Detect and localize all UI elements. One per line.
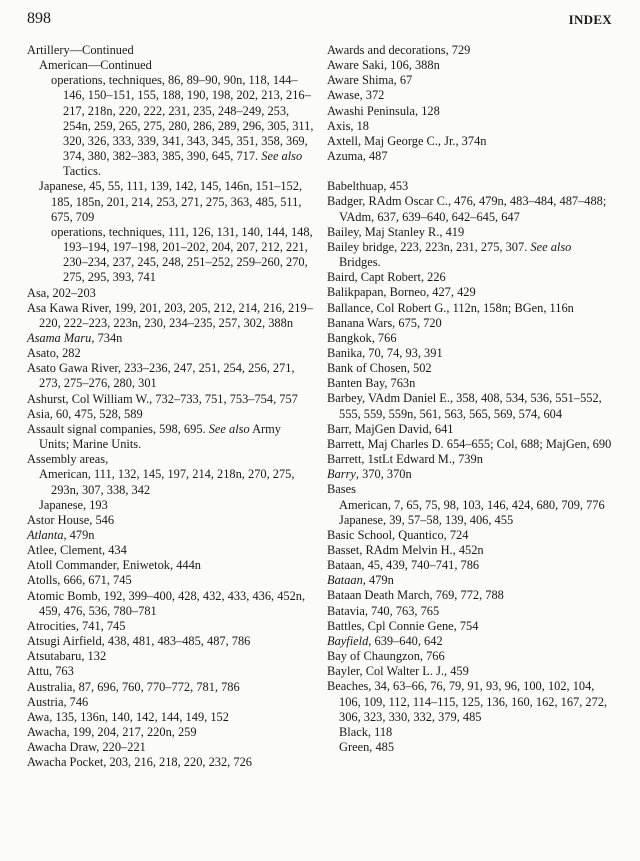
index-entry: Atsugi Airfield, 438, 481, 483–485, 487, 786 bbox=[27, 634, 251, 649]
index-entry: Assembly areas, bbox=[27, 452, 109, 467]
index-entry: Banten Bay, 763n bbox=[327, 376, 416, 391]
index-entry: Ashurst, Col William W., 732–733, 751, 753–754, 757 bbox=[27, 391, 298, 406]
index-entry: Atolls, 666, 671, 745 bbox=[27, 573, 132, 588]
index-entry: Asia, 60, 475, 528, 589 bbox=[27, 406, 143, 421]
index-subentry: Black, 118 bbox=[339, 724, 393, 739]
letter-section-gap bbox=[327, 164, 613, 179]
index-entry: Bailey, Maj Stanley R., 419 bbox=[327, 224, 465, 239]
index-entry: Bay of Chaungzon, 766 bbox=[327, 649, 445, 664]
index-entry: Awacha Pocket, 203, 216, 218, 220, 232, 726 bbox=[27, 755, 252, 770]
index-entry: Asa, 202–203 bbox=[27, 285, 96, 300]
index-subentry: Japanese, 39, 57–58, 139, 406, 455 bbox=[339, 512, 514, 527]
index-column-left bbox=[27, 43, 314, 771]
index-entry: Bases bbox=[327, 482, 356, 497]
index-entry: Asato Gawa River, 233–236, 247, 251, 254, 256, 271, 273, 275–276, 280, 301 bbox=[27, 361, 295, 391]
index-entry: Astor House, 546 bbox=[27, 512, 115, 527]
index-entry: Bataan, 45, 439, 740–741, 786 bbox=[327, 558, 480, 573]
index-entry: Awa, 135, 136n, 140, 142, 144, 149, 152 bbox=[27, 709, 229, 724]
index-entry: Bayler, Col Walter L. J., 459 bbox=[327, 664, 469, 679]
index-subentry: American, 7, 65, 75, 98, 103, 146, 424, 680, 709, 776 bbox=[339, 497, 605, 512]
index-entry: Azuma, 487 bbox=[327, 149, 388, 164]
index-subentry: Japanese, 193 bbox=[39, 497, 108, 512]
index-entry: Awashi Peninsula, 128 bbox=[327, 103, 440, 118]
index-entry: Asato, 282 bbox=[27, 346, 81, 361]
index-entry: Banana Wars, 675, 720 bbox=[327, 315, 442, 330]
index-entry: Atlee, Clement, 434 bbox=[27, 543, 127, 558]
page-number: 898 bbox=[27, 10, 51, 27]
index-entry: Atsutabaru, 132 bbox=[27, 649, 107, 664]
index-entry: Balikpapan, Borneo, 427, 429 bbox=[327, 285, 476, 300]
index-entry: Austria, 746 bbox=[27, 694, 89, 709]
index-entry: Banika, 70, 74, 93, 391 bbox=[327, 345, 443, 360]
index-subentry: American—Continued bbox=[39, 58, 152, 73]
index-entry: Beaches, 34, 63–66, 76, 79, 91, 93, 96, 100, 102, 104, 106, 109, 112, 114–115, 125, 136, 160, 162, 167, 272, 306, 323, 330, 332, 379, 485 bbox=[327, 679, 608, 724]
index-entry: Barr, MajGen David, 641 bbox=[327, 421, 454, 436]
index-entry: Asama Maru, 734n bbox=[27, 330, 123, 345]
index-entry: Badger, RAdm Oscar C., 476, 479n, 483–484, 487–488; VAdm, 637, 639–640, 642–645, 647 bbox=[327, 194, 607, 224]
index-entry: Battles, Cpl Connie Gene, 754 bbox=[327, 618, 479, 633]
index-entry: Ballance, Col Robert G., 112n, 158n; BGen, 116n bbox=[327, 300, 574, 315]
index-entry: Atlanta, 479n bbox=[27, 528, 95, 542]
index-subentry: Japanese, 45, 55, 111, 139, 142, 145, 146n, 151–152, 185, 185n, 201, 214, 253, 271, 275, 363, 485, 511, 675, 709 bbox=[39, 179, 303, 224]
index-subentry: American, 111, 132, 145, 197, 214, 218n, 270, 275, 293n, 307, 338, 342 bbox=[39, 467, 295, 497]
index-entry: Axtell, Maj George C., Jr., 374n bbox=[327, 133, 487, 148]
index-entry: Atrocities, 741, 745 bbox=[27, 618, 126, 633]
index-entry: Australia, 87, 696, 760, 770–772, 781, 786 bbox=[27, 679, 240, 694]
index-entry: Aware Shima, 67 bbox=[327, 73, 413, 88]
index-entry: Bataan Death March, 769, 772, 788 bbox=[327, 588, 504, 603]
index-entry: Basic School, Quantico, 724 bbox=[327, 527, 469, 542]
index-entry: Awacha, 199, 204, 217, 220n, 259 bbox=[27, 725, 197, 740]
index-entry: Bailey bridge, 223, 223n, 231, 275, 307. See also Bridges. bbox=[327, 239, 572, 270]
running-head: INDEX bbox=[568, 12, 612, 27]
index-entry: Barrett, Maj Charles D. 654–655; Col, 688; MajGen, 690 bbox=[327, 436, 612, 451]
index-entry: Barrett, 1stLt Edward M., 739n bbox=[327, 452, 483, 467]
index-entry: Bataan, 479n bbox=[327, 573, 394, 588]
index-entry: Babelthuap, 453 bbox=[327, 179, 409, 194]
index-entry: Basset, RAdm Melvin H., 452n bbox=[327, 543, 484, 557]
index-entry: Atomic Bomb, 192, 399–400, 428, 432, 433, 436, 452n, 459, 476, 536, 780–781 bbox=[27, 588, 306, 618]
index-entry: Attu, 763 bbox=[27, 664, 74, 679]
index-entry: Bayfield, 639–640, 642 bbox=[327, 633, 443, 648]
index-entry: Barry, 370, 370n bbox=[327, 467, 412, 482]
index-entry: Axis, 18 bbox=[327, 118, 369, 133]
index-entry: Awacha Draw, 220–221 bbox=[27, 740, 146, 755]
index-entry: Atoll Commander, Eniwetok, 444n bbox=[27, 558, 201, 573]
index-subentry: operations, techniques, 86, 89–90, 90n, 118, 144–146, 150–151, 155, 188, 190, 198, 202, 213, 216–217, 218n, 220, 222, 231, 235, 248–249, 253, 254n, 259, 265, 275, 280, 286, 289, 296, 305, 311, 320, 326, 333, 339, 341, 343, 345, 351, 358, 369, 374, 380, 382–383, 385, 390, 645, 717. See also Tactics. bbox=[51, 73, 314, 179]
index-subentry: operations, techniques, 111, 126, 131, 140, 144, 148, 193–194, 197–198, 201–202, 204, 207, 212, 221, 230–234, 237, 245, 248, 251–252, 259–260, 270, 275, 295, 393, 741 bbox=[51, 224, 313, 285]
index-entry: Assault signal companies, 598, 695. See also Army Units; Marine Units. bbox=[27, 421, 281, 452]
index-entry: Asa Kawa River, 199, 201, 203, 205, 212, 214, 216, 219–220, 222–223, 223n, 230, 234–235, 257, 302, 388n bbox=[27, 300, 313, 330]
index-entry: Bangkok, 766 bbox=[327, 330, 397, 345]
index-entry: Baird, Capt Robert, 226 bbox=[327, 270, 446, 285]
index-entry: Aware Saki, 106, 388n bbox=[327, 58, 440, 73]
index-entry: Barbey, VAdm Daniel E., 358, 408, 534, 536, 551–552, 555, 559, 559n, 561, 563, 565, 569, 574, 604 bbox=[327, 391, 602, 421]
index-column-right bbox=[327, 43, 613, 755]
index-entry: Artillery—Continued bbox=[27, 43, 134, 57]
index-entry: Bank of Chosen, 502 bbox=[327, 361, 432, 376]
index-entry: Batavia, 740, 763, 765 bbox=[327, 603, 440, 618]
index-subentry: Green, 485 bbox=[339, 740, 395, 755]
index-entry: Awards and decorations, 729 bbox=[327, 43, 471, 57]
index-entry: Awase, 372 bbox=[327, 88, 385, 103]
